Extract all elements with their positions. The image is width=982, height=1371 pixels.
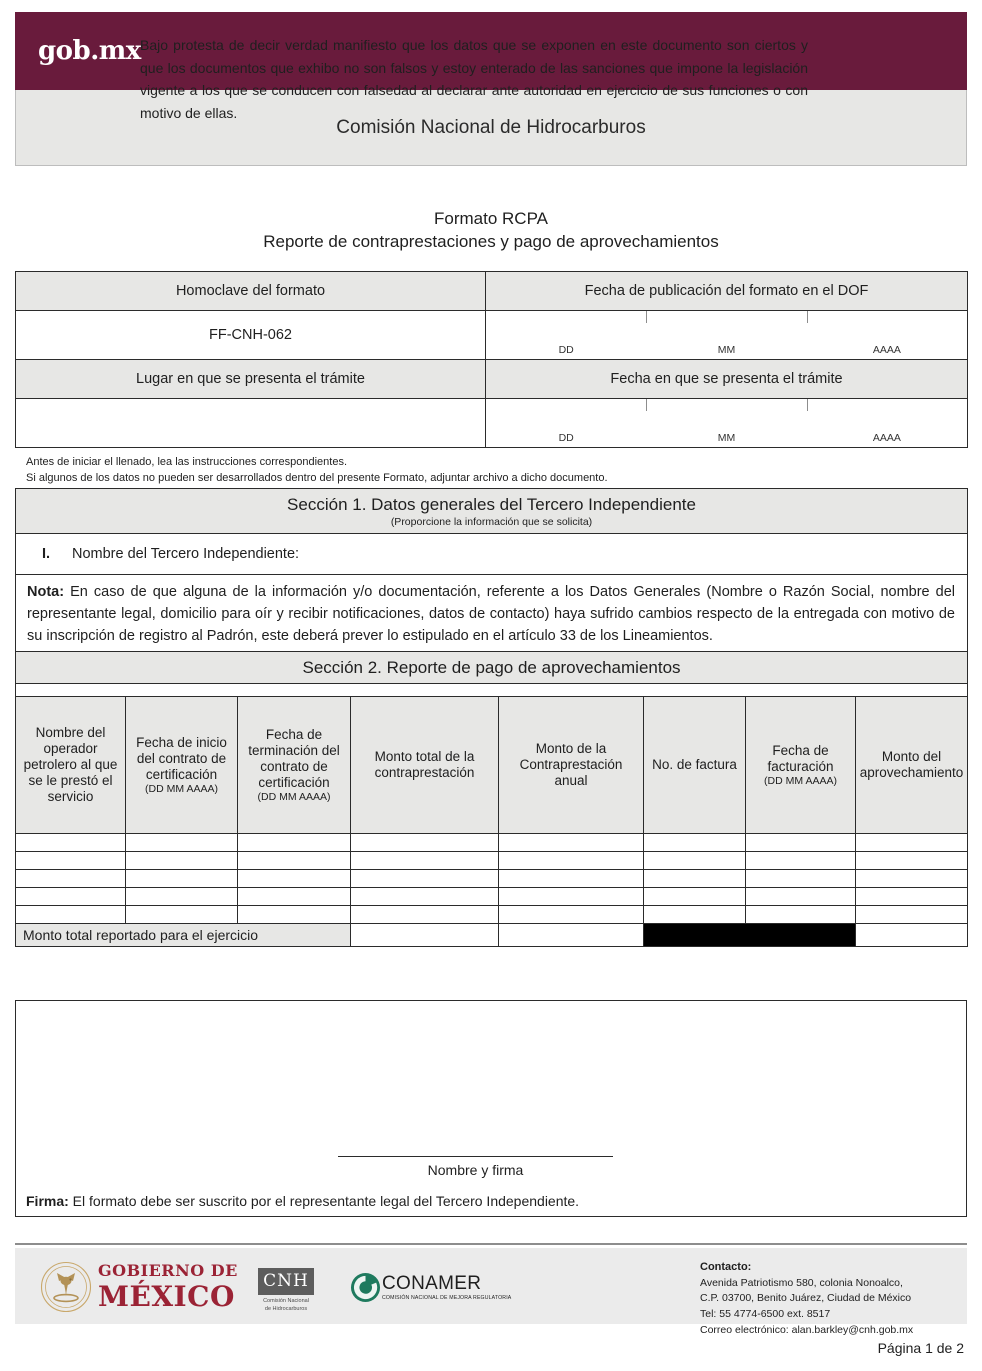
cell-r4-c4[interactable] (499, 906, 644, 924)
declaration-text: Bajo protesta de decir verdad manifiesto que los datos que se exponen en este documento son ciertos y que los documentos que exhibo no son falsos y estoy enterado de las sanciones que impone la legislación vigente a los que se conducen con falsedad al declarar ante autoridad en ejercicio de sus funciones o con motivo de ellas. (140, 37, 808, 122)
column-header-label: Nombre del operador petrolero al que se le prestó el servicio (23, 725, 118, 804)
document-title-line2: Reporte de contraprestaciones y pago de aprovechamientos (263, 231, 719, 251)
cell-r4-c6[interactable] (746, 906, 856, 924)
cell-r0-c3[interactable] (351, 834, 499, 852)
signature-line (338, 1156, 613, 1157)
total-row-label: Monto total reportado para el ejercicio (16, 924, 351, 947)
conamer-swirl-icon (350, 1272, 381, 1303)
column-header-sublabel: (DD MM AAAA) (257, 790, 331, 803)
nombre-tercero-field[interactable] (16, 534, 968, 575)
cell-r2-c7[interactable] (856, 870, 968, 888)
column-header-7 (856, 697, 968, 834)
seccion1-title-cell (16, 489, 968, 534)
table-row (16, 360, 968, 399)
cell-r4-c0[interactable] (16, 906, 126, 924)
cnh-caption-line2: de Hidrocarburos (264, 1305, 308, 1312)
date-label-aaaa: AAAA (872, 432, 901, 444)
cell-r3-c5[interactable] (644, 888, 746, 906)
fecha-dof-header: Fecha de publicación del formato en el DOF (486, 272, 968, 311)
seccion2-table (15, 651, 968, 947)
contact-email[interactable]: Correo electrónico: alan.barkley@cnh.gob.mx (700, 1323, 914, 1336)
cell-r3-c7[interactable] (856, 888, 968, 906)
field-roman-numeral: I. (42, 546, 51, 562)
table-row (16, 489, 968, 534)
column-header-1 (126, 697, 238, 834)
mexican-coat-of-arms-icon (40, 1261, 92, 1313)
total-monto-aprovechamiento[interactable] (856, 924, 968, 947)
cell-r2-c5[interactable] (644, 870, 746, 888)
gobmex-line2: MÉXICO (98, 1280, 235, 1313)
cell-r2-c4[interactable] (499, 870, 644, 888)
homoclave-value: FF-CNH-062 (16, 311, 486, 360)
cell-r1-c0[interactable] (16, 852, 126, 870)
instructions-block (26, 455, 608, 487)
instructions-line2: Si algunos de los datos no pueden ser desarrollados dentro del presente Formato, adjuntar archivo a dicho documento. (26, 471, 608, 484)
cnh-logo (258, 1268, 314, 1314)
seccion2-title: Sección 2. Reporte de pago de aprovechamientos (302, 658, 681, 677)
column-header-3 (351, 697, 499, 834)
fecha-tramite-value[interactable] (486, 399, 968, 448)
cell-r4-c7[interactable] (856, 906, 968, 924)
table-row (16, 652, 968, 684)
table-row (16, 272, 968, 311)
declaration-box (15, 1000, 967, 1217)
column-header-sublabel: (DD MM AAAA) (764, 774, 837, 787)
seccion2-spacer-row (16, 684, 968, 697)
note-text: En caso de que alguna de la información y/o documentación, referente a los Datos Generales (Nombre o Razón Social, nombre del representante legal, domicilio para oír y recibir notificaciones, datos de contacto) haya sufrido cambios respecto de la entregada con motivo de su inscripción de registro al Padrón, este deberá prever lo estipulado en el artículo 33 de los Lineamientos. (27, 584, 955, 644)
document-title-line1: Formato RCPA (434, 209, 548, 228)
cell-r2-c3[interactable] (351, 870, 499, 888)
field-label: Nombre del Tercero Independiente: (72, 546, 300, 562)
table-header-row (16, 697, 968, 834)
firma-label: Firma: (26, 1193, 69, 1209)
homoclave-header: Homoclave del formato (16, 272, 486, 311)
date-subdividers (486, 311, 967, 323)
table-row (16, 534, 968, 575)
lugar-header: Lugar en que se presenta el trámite (16, 360, 486, 399)
fecha-dof-value[interactable] (486, 311, 968, 360)
page-number: Página 1 de 2 (877, 1340, 964, 1356)
contact-block (700, 1259, 913, 1339)
cell-r3-c1[interactable] (126, 888, 238, 906)
date-label-mm: MM (717, 344, 736, 356)
lugar-value[interactable] (16, 399, 486, 448)
contact-address-line2: C.P. 03700, Benito Juárez, Ciudad de México (700, 1292, 912, 1305)
cell-r1-c7[interactable] (856, 852, 968, 870)
table-row (16, 575, 968, 656)
total-row-blocked-cells (644, 924, 856, 947)
instructions-line1: Antes de iniciar el llenado, lea las instrucciones correspondientes. (26, 456, 348, 468)
seccion1-title: Sección 1. Datos generales del Tercero Independiente (287, 495, 696, 514)
cell-r3-c0[interactable] (16, 888, 126, 906)
column-header-label: Fecha de terminación del contrato de certificación (248, 726, 340, 790)
gobmx-logo[interactable]: gob.mx (38, 36, 141, 66)
cell-r2-c1[interactable] (126, 870, 238, 888)
cnh-acronym: CNH (258, 1268, 314, 1295)
column-header-4 (499, 697, 644, 834)
date-part-labels (486, 432, 967, 444)
cell-r1-c5[interactable] (644, 852, 746, 870)
date-label-dd: DD (558, 344, 574, 356)
contact-telephone: Tel: 55 4774-6500 ext. 8517 (700, 1308, 831, 1320)
signature-label: Nombre y firma (427, 1162, 524, 1178)
footer-divider (15, 1243, 967, 1245)
fecha-tramite-header: Fecha en que se presenta el trámite (486, 360, 968, 399)
cell-r4-c2[interactable] (238, 906, 351, 924)
total-monto-total[interactable] (351, 924, 499, 947)
cell-r0-c0[interactable] (16, 834, 126, 852)
cell-r0-c4[interactable] (499, 834, 644, 852)
date-input-dof[interactable] (486, 311, 967, 359)
table-row (16, 399, 968, 448)
conamer-tagline: COMISIÓN NACIONAL DE MEJORA REGULATORIA (382, 1295, 512, 1301)
cell-r0-c7[interactable] (856, 834, 968, 852)
conamer-name: CONAMER (382, 1273, 482, 1294)
date-part-labels (486, 344, 967, 356)
cell-r1-c6[interactable] (746, 852, 856, 870)
column-header-label: Fecha de facturación (767, 742, 834, 774)
conamer-wordmark (382, 1274, 511, 1301)
cell-r0-c2[interactable] (238, 834, 351, 852)
total-row (16, 924, 968, 947)
date-input-tramite[interactable] (486, 399, 967, 447)
cnh-caption (258, 1298, 314, 1314)
column-header-sublabel: (DD MM AAAA) (145, 782, 218, 795)
table-row (16, 852, 968, 870)
column-header-label: Monto total de la contraprestación (374, 749, 475, 780)
column-header-label: Fecha de inicio del contrato de certificación (136, 734, 227, 782)
table-row (16, 888, 968, 906)
date-subdividers (486, 399, 967, 411)
firma-text: El formato debe ser suscrito por el representante legal del Tercero Independiente. (68, 1193, 580, 1209)
contact-header: Contacto: (700, 1261, 752, 1273)
cell-r3-c3[interactable] (351, 888, 499, 906)
cell-r3-c2[interactable] (238, 888, 351, 906)
column-header-2 (238, 697, 351, 834)
agency-name: Comisión Nacional de Hidrocarburos (336, 116, 646, 138)
conamer-logo (350, 1272, 511, 1303)
cell-r0-c6[interactable] (746, 834, 856, 852)
column-header-label: Monto de la Contraprestación anual (519, 741, 623, 788)
seccion2-title-cell (16, 652, 968, 684)
date-label-dd: DD (558, 432, 574, 444)
column-header-label: Monto del aprovechamiento (859, 749, 964, 780)
table-row (16, 906, 968, 924)
cell-r4-c5[interactable] (644, 906, 746, 924)
cell-r2-c0[interactable] (16, 870, 126, 888)
cnh-caption-line1: Comisión Nacional (263, 1298, 309, 1304)
cell-r3-c4[interactable] (499, 888, 644, 906)
cell-r0-c5[interactable] (644, 834, 746, 852)
cell-r3-c6[interactable] (746, 888, 856, 906)
format-meta-table (15, 271, 968, 448)
date-label-aaaa: AAAA (872, 344, 901, 356)
document-title-block (0, 208, 982, 254)
cell-r1-c1[interactable] (126, 852, 238, 870)
firma-note (26, 1193, 579, 1209)
date-label-mm: MM (717, 432, 736, 444)
cell-r2-c2[interactable] (238, 870, 351, 888)
cell-r4-c3[interactable] (351, 906, 499, 924)
cell-r1-c3[interactable] (351, 852, 499, 870)
column-header-label: No. de factura (652, 757, 737, 773)
cell-r1-c4[interactable] (499, 852, 644, 870)
contact-address-line1: Avenida Patriotismo 580, colonia Nonoalco, (700, 1276, 903, 1289)
cell-r1-c2[interactable] (238, 852, 351, 870)
column-header-5 (644, 697, 746, 834)
cell-r2-c6[interactable] (746, 870, 856, 888)
table-row (16, 870, 968, 888)
cell-r4-c1[interactable] (126, 906, 238, 924)
gobierno-de-mexico-wordmark (98, 1263, 238, 1311)
gobmex-line1: GOBIERNO DE (98, 1261, 238, 1280)
note-label: Nota: (27, 584, 65, 600)
seccion1-table (15, 488, 968, 656)
seccion1-subtitle: (Proporcione la información que se solicita) (390, 516, 593, 528)
cell-r0-c1[interactable] (126, 834, 238, 852)
column-header-6 (746, 697, 856, 834)
seccion1-note-cell (16, 575, 968, 656)
table-row (16, 311, 968, 360)
column-header-0 (16, 697, 126, 834)
total-monto-anual[interactable] (499, 924, 644, 947)
table-row (16, 684, 968, 697)
table-row (16, 834, 968, 852)
